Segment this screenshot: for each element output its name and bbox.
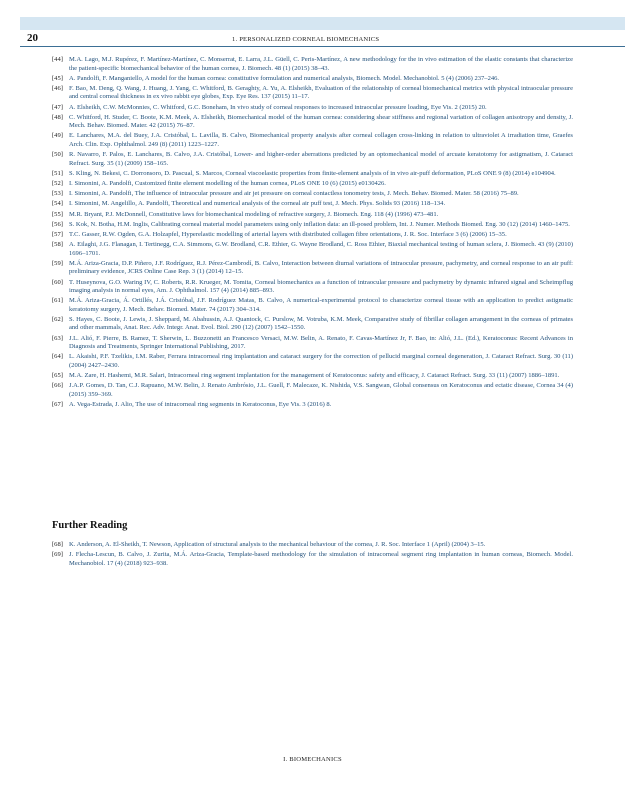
- reference-item: [52, 382, 573, 399]
- reference-link[interactable]: M.A. Zare, H. Hashemi, M.R. Salari, Intracorneal ring segment implantation for the management of Keratoconus: safety and efficacy, J. Cataract Refract. Surg. 33 (11) (2007) 1886–1891.: [69, 371, 560, 379]
- reference-link[interactable]: A. Eilaghi, J.G. Flanagan, I. Tertinegg, C.A. Simmons, G.W. Brodland, C.R. Ethier, G. Wayne Brodland, C. Ross Ethier, Biaxial mechanical testing of human sclera, J. Biomech. 43 (9) (2010) 1696–1701.: [69, 241, 573, 257]
- reference-number: [48]: [52, 113, 63, 121]
- reference-number: [65]: [52, 371, 63, 379]
- reference-number: [67]: [52, 400, 63, 408]
- reference-number: [68]: [52, 541, 63, 548]
- reference-item: [52, 151, 573, 168]
- reference-link[interactable]: S. Kok, N. Botha, H.M. Inglis, Calibrating corneal material model parameters using only inflation data: an ill-posed problem, Int. J. Numer. Methods Biomed. Eng. 30 (12) (2014) 1460–1475.: [69, 220, 570, 228]
- reference-item: [52, 221, 573, 230]
- reference-item: [52, 335, 573, 352]
- header-rule: [20, 46, 625, 47]
- reference-item: [52, 180, 573, 189]
- reference-item: [52, 75, 573, 84]
- reference-link[interactable]: J.A.P. Gomes, D. Tan, C.J. Rapuano, M.W. Belin, J. Renato Ambrósio, J.L. Guell, F. Malecaze, K. Nishida, V.S. Sangwan, Global consensus on Keratoconus and ectatic disease, Cornea 34 (4) (2015) 359–369.: [69, 382, 573, 398]
- reference-link[interactable]: M.Á. Ariza-Gracia, Á. Ortillés, J.Á. Cristóbal, J.F. Rodríguez Matas, B. Calvo, A numerical-experimental protocol to characterize corneal tissue with an application to predict astigmatic keratotomy surgery, J. Mech. Behav. Biomed. Mater. 74 (2017) 304–314.: [69, 297, 573, 313]
- reference-number: [55]: [52, 210, 63, 218]
- reference-item: [52, 260, 573, 277]
- reference-link[interactable]: R. Navarro, F. Palos, E. Lanchares, B. Calvo, J.A. Cristóbal, Lower- and higher-order aberrations predicted by an optomechanical model of arcuate keratotomy for astigmatism, J. Cataract Refract. Surg. 35 (1) (2009) 158–165.: [69, 151, 573, 167]
- reference-item: [52, 211, 573, 220]
- reference-item: [52, 372, 573, 381]
- reference-item: [52, 541, 573, 550]
- reference-link[interactable]: A. Vega-Estrada, J. Alio, The use of intracorneal ring segments in Keratoconus, Eye Vis. 3 (2016) 8.: [69, 400, 332, 408]
- page-footer: I. BIOMECHANICS: [283, 756, 342, 763]
- reference-link[interactable]: M.A. Lago, M.J. Rupérez, F. Martínez-Martínez, C. Monserrat, E. Larra, J.L. Güell, C. Peris-Martínez, A new methodology for the in vivo estimation of the elastic constants that characterize the patient-specific biomechanical behavior of the human cornea, J. Biomech. 48 (1) (2015) 38–43.: [69, 56, 573, 72]
- reference-list: [52, 56, 573, 411]
- reference-link[interactable]: K. Anderson, A. El-Sheikh, T. Newson, Application of structural analysis to the mechanical behaviour of the cornea, J. R. Soc. Interface 1 (April) (2004) 3–15.: [69, 541, 486, 548]
- reference-number: [45]: [52, 74, 63, 82]
- reference-item: [52, 190, 573, 199]
- reference-item: [52, 104, 573, 113]
- reference-item: [52, 551, 573, 568]
- reference-number: [44]: [52, 56, 63, 63]
- reference-link[interactable]: E. Lanchares, M.A. del Buey, J.A. Cristóbal, L. Lavilla, B. Calvo, Biomechanical property analysis after corneal collagen cross-linking in relation to ultraviolet A irradiation time, Graefes Arch. Clin. Exp. Ophthalmol. 249 (8) (2011) 1223–1227.: [69, 132, 573, 148]
- reference-item: [52, 279, 573, 296]
- reference-number: [47]: [52, 103, 63, 111]
- reference-number: [61]: [52, 297, 63, 305]
- reference-number: [63]: [52, 334, 63, 342]
- further-reading-title: Further Reading: [52, 520, 128, 531]
- reference-item: [52, 401, 573, 410]
- reference-item: [52, 353, 573, 370]
- reference-number: [60]: [52, 278, 63, 286]
- reference-number: [66]: [52, 382, 63, 390]
- reference-number: [62]: [52, 315, 63, 323]
- reference-item: [52, 200, 573, 209]
- reference-link[interactable]: J.L. Alió, F. Pierre, B. Ramez, T. Sherwin, L. Buzzonetti an Francesco Versaci, M.W. Belin, A. Renato, F. Cavas-Martínez Jr, F. Bao, in: Alió, J.L. (Ed.), Keratoconus: Recent Advances in Diagnosis and Treatments, Springer International Publishing, 2017.: [69, 334, 573, 351]
- further-reading-list: [52, 541, 573, 570]
- reference-link[interactable]: S. Hayes, C. Boote, J. Lewis, J. Sheppard, M. Abahussin, A.J. Quantock, C. Purslow, M. Votruba, K.M. Meek, Comparative study of fibrillar collagen arrangement in the corneas of primates and other mammals, Anat. Rec. Adv. Integr. Anat. Evol. Biol. 290 (12) (2007) 1542–1550.: [69, 315, 573, 332]
- reference-link[interactable]: S. Kling, N. Bekesi, C. Dorronsoro, D. Pascual, S. Marcos, Corneal viscoelastic properties from finite-element analysis of in vivo air-puff deformation, PLoS ONE 9 (8) (2014) e104904.: [69, 169, 556, 177]
- reference-number: [51]: [52, 169, 63, 177]
- reference-item: [52, 56, 573, 73]
- reference-number: [69]: [52, 551, 63, 559]
- reference-number: [64]: [52, 353, 63, 361]
- reference-link[interactable]: L. Akaishi, P.F. Tzelikis, I.M. Raber, Ferrara intracorneal ring implantation and cataract surgery for the correction of pellucid marginal corneal degeneration, J. Cataract Refract. Surg. 30 (11) (2004) 2427–2430.: [69, 353, 573, 369]
- reference-item: [52, 231, 573, 240]
- reference-item: [52, 114, 573, 131]
- reference-item: [52, 170, 573, 179]
- header-band: [20, 17, 625, 30]
- reference-number: [54]: [52, 200, 63, 208]
- reference-link[interactable]: C. Whitford, H. Studer, C. Boote, K.M. Meek, A. Elsheikh, Biomechanical model of the human cornea: considering shear stiffness and regional variation of collagen anisotropy and density, J. Mech. Behav. Biomed. Mater. 42 (2015) 76–87.: [69, 113, 573, 130]
- reference-link[interactable]: I. Simonini, M. Angelillo, A. Pandolfi, Theoretical and numerical analysis of the corneal air puff test, J. Mech. Phys. Solids 93 (2016) 118–134.: [69, 200, 446, 208]
- reference-item: [52, 297, 573, 314]
- running-title: 1. PERSONALIZED CORNEAL BIOMECHANICS: [232, 36, 380, 43]
- reference-link[interactable]: T. Huseynova, G.O. Waring IV, C. Roberts, R.R. Krueger, M. Tomita, Corneal biomechanics as a function of intraocular pressure and pachymetry by dynamic infrared signal and Scheimpflug imaging analysis in normal eyes, Am. J. Ophthalmol. 157 (4) (2014) 885–893.: [69, 278, 573, 294]
- reference-link[interactable]: I. Simonini, A. Pandolfi, The influence of intraocular pressure and air jet pressure on corneal contactless tonometry tests, J. Mech. Behav. Biomed. Mater. 58 (2016) 75–89.: [69, 190, 519, 198]
- reference-number: [50]: [52, 151, 63, 159]
- page-number: 20: [27, 32, 38, 44]
- reference-link[interactable]: A. Pandolfi, F. Manganiello, A model for the human cornea: constitutive formulation and numerical analysis, Biomech. Model. Mechanobiol. 5 (4) (2006) 237–246.: [69, 74, 500, 82]
- reference-item: [52, 85, 573, 102]
- reference-number: [57]: [52, 230, 63, 238]
- reference-link[interactable]: I. Simonini, A. Pandolfi, Customized finite element modelling of the human cornea, PLoS ONE 10 (6) (2015) e0130426.: [69, 180, 386, 187]
- reference-link[interactable]: F. Bao, M. Deng, Q. Wang, J. Huang, J. Yang, C. Whitford, B. Geraghty, A. Yu, A. Elsheikh, Evaluation of the relationship of corneal biomechanical metrics with physical intraocular pressure and central corneal thickness in ex vivo rabbit eye globes, Exp. Eye Res. 137 (2015) 11–17.: [69, 84, 573, 101]
- reference-item: [52, 316, 573, 333]
- reference-link[interactable]: T.C. Gasser, R.W. Ogden, G.A. Holzapfel, Hyperelastic modelling of arterial layers with distributed collagen fibre orientations, J. R. Soc. Interface 3 (6) (2006) 15–35.: [69, 230, 507, 238]
- reference-number: [53]: [52, 190, 63, 198]
- reference-item: [52, 132, 573, 149]
- reference-link[interactable]: M.Á. Ariza-Gracia, D.P. Piñero, J.F. Rodríguez, R.J. Pérez-Cambrodí, B. Calvo, Interaction between diurnal variations of intraocular pressure, pachymetry, and corneal response to an air puff: preliminary evidence, JCRS Online Case Rep. 3 (1) (2014) 12–15.: [69, 259, 573, 276]
- reference-link[interactable]: J. Flecha-Lescun, B. Calvo, J. Zurita, M.Á. Ariza-Gracia, Template-based methodology for the simulation of intracorneal segment ring implantation in human corneas, Biomech. Model. Mechanobiol. 17 (4) (2018) 923–938.: [69, 551, 573, 567]
- reference-number: [49]: [52, 132, 63, 140]
- reference-number: [59]: [52, 259, 63, 267]
- reference-number: [46]: [52, 84, 63, 92]
- reference-link[interactable]: A. Elsheikh, C.W. McMonnies, C. Whitford, G.C. Boneham, In vivo study of corneal responses to increased intraocular pressure loading, Eye Vis. 2 (2015) 20.: [69, 103, 487, 111]
- reference-number: [56]: [52, 220, 63, 228]
- reference-item: [52, 241, 573, 258]
- reference-number: [58]: [52, 241, 63, 249]
- reference-number: [52]: [52, 180, 63, 187]
- reference-link[interactable]: M.R. Bryant, P.J. McDonnell, Constitutive laws for biomechanical modeling of refractive surgery, J. Biomech. Eng. 118 (4) (1996) 473–481.: [69, 210, 439, 218]
